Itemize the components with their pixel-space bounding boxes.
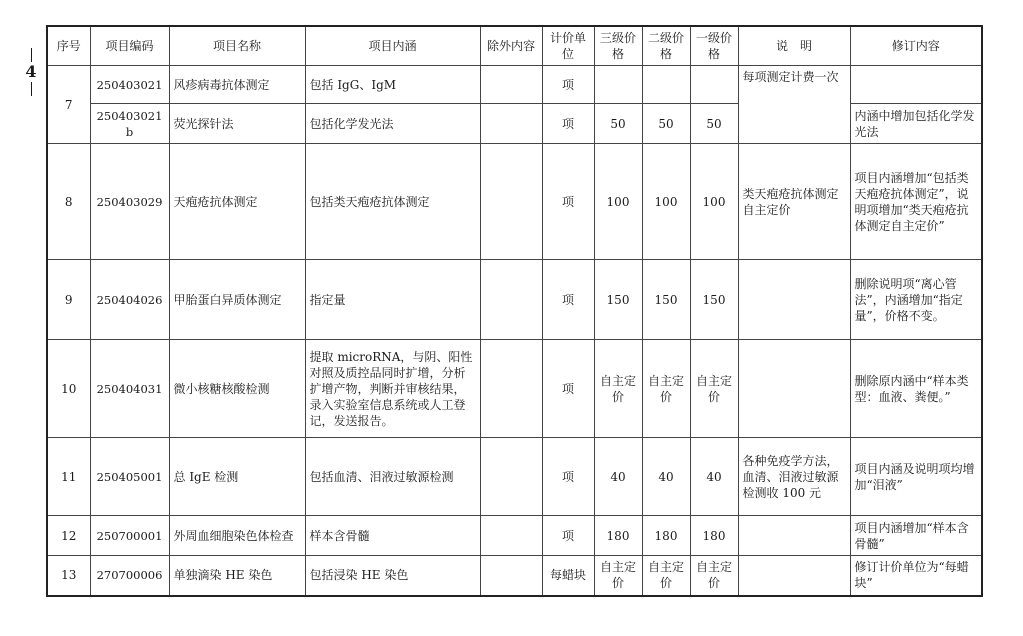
cell-price-level3: 50 xyxy=(594,104,642,144)
header-note: 说 明 xyxy=(738,26,850,66)
cell-seq: 9 xyxy=(47,260,90,340)
page-number xyxy=(20,48,42,96)
cell-content: 包括 IgG、IgM xyxy=(305,66,480,104)
cell-price-level1: 100 xyxy=(690,144,738,260)
header-seq: 序号 xyxy=(47,26,90,66)
cell-note xyxy=(738,260,850,340)
table-row xyxy=(47,66,982,104)
cell-code: 250405001 xyxy=(90,438,169,516)
cell-price-level1 xyxy=(690,66,738,104)
cell-excluded xyxy=(480,104,542,144)
page-number-dash-bottom xyxy=(31,82,32,96)
cell-seq: 10 xyxy=(47,340,90,438)
header-price-level3: 三级价格 xyxy=(594,26,642,66)
cell-name: 微小核糖核酸检测 xyxy=(169,340,305,438)
cell-unit: 每蜡块 xyxy=(542,556,594,596)
cell-code: 250404031 xyxy=(90,340,169,438)
table-row xyxy=(47,144,982,260)
cell-excluded xyxy=(480,144,542,260)
cell-price-level2: 自主定价 xyxy=(642,340,690,438)
cell-revision: 项目内涵及说明项均增加“泪液” xyxy=(850,438,982,516)
table-row xyxy=(47,340,982,438)
cell-price-level3: 150 xyxy=(594,260,642,340)
header-row xyxy=(47,26,982,66)
cell-content: 指定量 xyxy=(305,260,480,340)
cell-price-level1: 150 xyxy=(690,260,738,340)
cell-unit: 项 xyxy=(542,144,594,260)
page-number-value: 4 xyxy=(25,62,37,81)
cell-content: 包括浸染 HE 染色 xyxy=(305,556,480,596)
cell-note xyxy=(738,516,850,556)
cell-note: 各种免疫学方法，血清、泪液过敏源检测收 100 元 xyxy=(738,438,850,516)
cell-code: 250403021 xyxy=(90,66,169,104)
fee-revision-table xyxy=(46,25,983,597)
cell-name: 总 IgE 检测 xyxy=(169,438,305,516)
header-excluded: 除外内容 xyxy=(480,26,542,66)
header-code: 项目编码 xyxy=(90,26,169,66)
header-unit: 计价单位 xyxy=(542,26,594,66)
cell-note xyxy=(738,556,850,596)
cell-price-level3: 自主定价 xyxy=(594,556,642,596)
cell-revision: 删除说明项“离心管法”，内涵增加“指定量”，价格不变。 xyxy=(850,260,982,340)
table-row xyxy=(47,438,982,516)
header-price-level1: 一级价格 xyxy=(690,26,738,66)
cell-excluded xyxy=(480,556,542,596)
cell-note: 每项测定计费一次 xyxy=(738,66,850,144)
cell-code: 250700001 xyxy=(90,516,169,556)
cell-revision: 项目内涵增加“包括类天疱疮抗体测定”，说明项增加“类天疱疮抗体测定自主定价” xyxy=(850,144,982,260)
header-content: 项目内涵 xyxy=(305,26,480,66)
cell-content: 包括化学发光法 xyxy=(305,104,480,144)
cell-excluded xyxy=(480,66,542,104)
cell-seq: 7 xyxy=(47,66,90,144)
cell-price-level1: 180 xyxy=(690,516,738,556)
cell-code: 250403021b xyxy=(90,104,169,144)
cell-unit: 项 xyxy=(542,260,594,340)
cell-seq: 12 xyxy=(47,516,90,556)
cell-price-level3: 40 xyxy=(594,438,642,516)
cell-revision: 修订计价单位为“每蜡块” xyxy=(850,556,982,596)
cell-price-level2: 自主定价 xyxy=(642,556,690,596)
cell-content: 包括类天疱疮抗体测定 xyxy=(305,144,480,260)
cell-price-level2: 50 xyxy=(642,104,690,144)
header-price-level2: 二级价格 xyxy=(642,26,690,66)
cell-revision: 项目内涵增加“样本含骨髓” xyxy=(850,516,982,556)
cell-name: 甲胎蛋白异质体测定 xyxy=(169,260,305,340)
cell-price-level2: 40 xyxy=(642,438,690,516)
cell-seq: 11 xyxy=(47,438,90,516)
cell-price-level1: 50 xyxy=(690,104,738,144)
table-row xyxy=(47,516,982,556)
cell-name: 荧光探针法 xyxy=(169,104,305,144)
cell-unit: 项 xyxy=(542,340,594,438)
cell-note xyxy=(738,340,850,438)
cell-price-level2 xyxy=(642,66,690,104)
cell-excluded xyxy=(480,516,542,556)
cell-excluded xyxy=(480,438,542,516)
cell-seq: 8 xyxy=(47,144,90,260)
cell-name: 单独滴染 HE 染色 xyxy=(169,556,305,596)
cell-name: 风疹病毒抗体测定 xyxy=(169,66,305,104)
cell-revision xyxy=(850,66,982,104)
cell-unit: 项 xyxy=(542,438,594,516)
cell-price-level2: 180 xyxy=(642,516,690,556)
page-number-dash-top xyxy=(31,48,32,62)
cell-price-level3: 自主定价 xyxy=(594,340,642,438)
cell-excluded xyxy=(480,260,542,340)
cell-unit: 项 xyxy=(542,516,594,556)
cell-excluded xyxy=(480,340,542,438)
cell-content: 包括血清、泪液过敏源检测 xyxy=(305,438,480,516)
cell-price-level2: 100 xyxy=(642,144,690,260)
header-revision: 修订内容 xyxy=(850,26,982,66)
cell-price-level2: 150 xyxy=(642,260,690,340)
cell-price-level1: 自主定价 xyxy=(690,340,738,438)
cell-unit: 项 xyxy=(542,104,594,144)
header-name: 项目名称 xyxy=(169,26,305,66)
cell-content: 样本含骨髓 xyxy=(305,516,480,556)
cell-revision: 内涵中增加包括化学发光法 xyxy=(850,104,982,144)
cell-code: 250404026 xyxy=(90,260,169,340)
cell-name: 天疱疮抗体测定 xyxy=(169,144,305,260)
cell-name: 外周血细胞染色体检查 xyxy=(169,516,305,556)
table-row xyxy=(47,556,982,596)
cell-content: 提取 microRNA，与阴、阳性对照及质控品同时扩增，分析扩增产物，判断并审核结果，录入实验室信息系统或人工登记，发送报告。 xyxy=(305,340,480,438)
cell-seq: 13 xyxy=(47,556,90,596)
table-row xyxy=(47,260,982,340)
cell-price-level1: 40 xyxy=(690,438,738,516)
cell-code: 270700006 xyxy=(90,556,169,596)
cell-price-level3 xyxy=(594,66,642,104)
cell-unit: 项 xyxy=(542,66,594,104)
cell-revision: 删除原内涵中“样本类型：血液、粪便。” xyxy=(850,340,982,438)
cell-note: 类天疱疮抗体测定自主定价 xyxy=(738,144,850,260)
cell-code: 250403029 xyxy=(90,144,169,260)
cell-price-level3: 100 xyxy=(594,144,642,260)
cell-price-level1: 自主定价 xyxy=(690,556,738,596)
cell-price-level3: 180 xyxy=(594,516,642,556)
